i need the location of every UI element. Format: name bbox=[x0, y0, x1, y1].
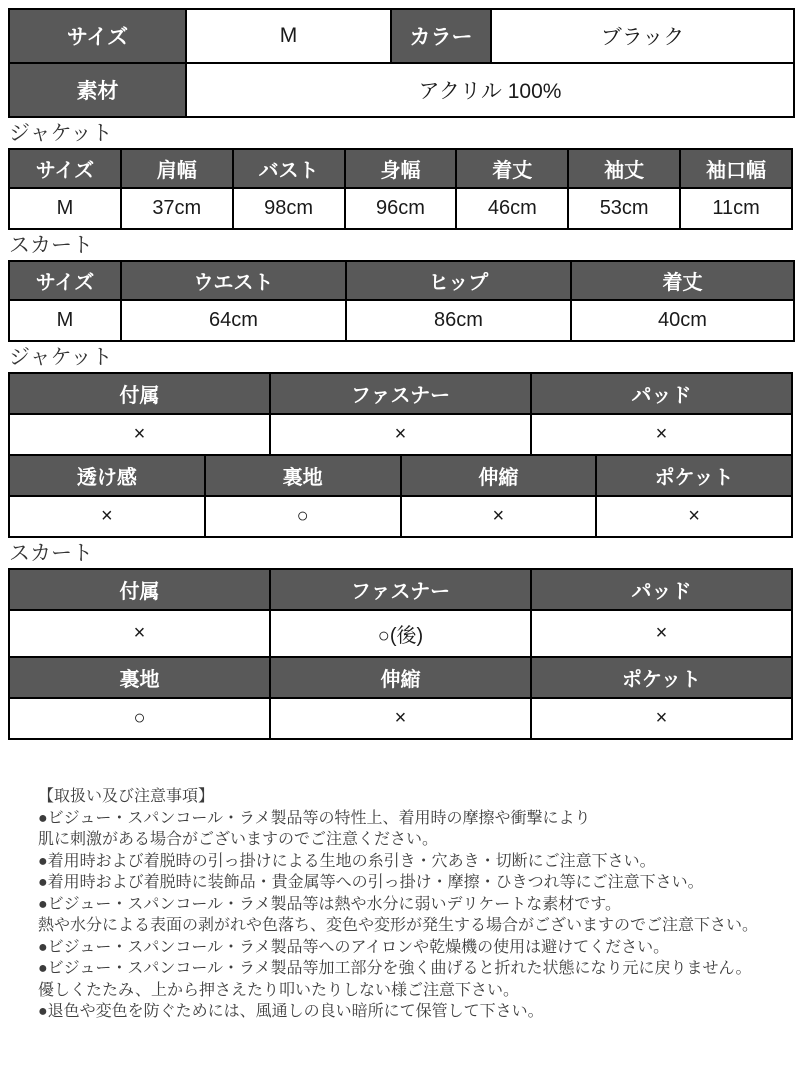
cell-value: M bbox=[9, 188, 121, 229]
skirt-size-section-label: スカート bbox=[9, 234, 93, 258]
jacket-features-table bbox=[8, 372, 793, 538]
column-header: ヒップ bbox=[346, 261, 571, 300]
care-note-line: ●ビジュー・スパンコール・ラメ製品等の特性上、着用時の摩擦や衝撃により bbox=[38, 809, 591, 827]
cell-value: ○ bbox=[205, 496, 401, 537]
cell-value: × bbox=[270, 414, 531, 455]
column-header: 着丈 bbox=[571, 261, 794, 300]
cell-value: 86cm bbox=[346, 300, 571, 341]
cell-value: 40cm bbox=[571, 300, 794, 341]
column-header: パッド bbox=[531, 569, 792, 610]
table-row bbox=[9, 63, 794, 117]
care-note-line: ●退色や変色を防ぐためには、風通しの良い暗所にて保管して下さい。 bbox=[38, 1003, 544, 1021]
table-row bbox=[9, 698, 792, 739]
cell-value: × bbox=[531, 414, 792, 455]
care-note-line: 優しくたたみ、上から押さえたり叩いたりしない様ご注意下さい。 bbox=[38, 981, 519, 999]
column-header: 伸縮 bbox=[270, 657, 531, 698]
column-header: 付属 bbox=[9, 569, 270, 610]
skirt-size-table bbox=[8, 260, 795, 342]
cell-value: × bbox=[531, 610, 792, 657]
column-header: サイズ bbox=[9, 149, 121, 188]
cell-value: 98cm bbox=[233, 188, 345, 229]
care-note-line: ●ビジュー・スパンコール・ラメ製品等加工部分を強く曲げると折れた状態になり元に戻りません。 bbox=[38, 960, 752, 978]
table-row bbox=[9, 496, 792, 537]
size-label: サイズ bbox=[9, 9, 186, 63]
column-header: ポケット bbox=[596, 455, 792, 496]
cell-value: M bbox=[9, 300, 121, 341]
color-value: ブラック bbox=[491, 9, 794, 63]
care-note-line: 肌に刺激がある場合がございますのでご注意ください。 bbox=[38, 831, 439, 849]
skirt-features-section-label: スカート bbox=[9, 542, 93, 566]
table-row bbox=[9, 414, 792, 455]
table-header-row bbox=[9, 455, 792, 496]
column-header: ウエスト bbox=[121, 261, 346, 300]
table-header-row bbox=[9, 149, 792, 188]
cell-value: ○ bbox=[9, 698, 270, 739]
jacket-size-table bbox=[8, 148, 793, 230]
cell-value: × bbox=[9, 610, 270, 657]
cell-value: 11cm bbox=[680, 188, 792, 229]
jacket-features-section-label: ジャケット bbox=[9, 346, 113, 370]
table-header-row bbox=[9, 569, 792, 610]
care-note-line: ●着用時および着脱時の引っ掛けによる生地の糸引き・穴あき・切断にご注意下さい。 bbox=[38, 852, 656, 870]
skirt-features-table bbox=[8, 568, 793, 740]
column-header: 伸縮 bbox=[401, 455, 597, 496]
column-header: 裏地 bbox=[205, 455, 401, 496]
jacket-size-section-label: ジャケット bbox=[9, 122, 113, 145]
care-note-line: 熱や水分による表面の剥がれや色落ち、変色や変形が発生する場合がございますのでご注意下さい。 bbox=[38, 917, 759, 935]
care-note-line: ●ビジュー・スパンコール・ラメ製品等は熱や水分に弱いデリケートな素材です。 bbox=[38, 895, 621, 913]
cell-value: 53cm bbox=[568, 188, 680, 229]
table-row bbox=[9, 188, 792, 229]
column-header: 袖口幅 bbox=[680, 149, 792, 188]
material-label: 素材 bbox=[9, 63, 186, 117]
meta-table bbox=[8, 8, 795, 118]
column-header: ファスナー bbox=[270, 373, 531, 414]
column-header: 袖丈 bbox=[568, 149, 680, 188]
cell-value: 64cm bbox=[121, 300, 346, 341]
column-header: 透け感 bbox=[9, 455, 205, 496]
cell-value: × bbox=[9, 496, 205, 537]
column-header: サイズ bbox=[9, 261, 121, 300]
table-row bbox=[9, 610, 792, 657]
table-header-row bbox=[9, 657, 792, 698]
column-header: 裏地 bbox=[9, 657, 270, 698]
cell-value: × bbox=[9, 414, 270, 455]
table-row bbox=[9, 300, 794, 341]
cell-value: × bbox=[270, 698, 531, 739]
care-notes-title: 【取扱い及び注意事項】 bbox=[38, 788, 215, 806]
table-header-row bbox=[9, 261, 794, 300]
table-header-row bbox=[9, 373, 792, 414]
cell-value: × bbox=[531, 698, 792, 739]
column-header: 身幅 bbox=[345, 149, 457, 188]
column-header: 着丈 bbox=[456, 149, 568, 188]
column-header: 肩幅 bbox=[121, 149, 233, 188]
column-header: 付属 bbox=[9, 373, 270, 414]
cell-value: 37cm bbox=[121, 188, 233, 229]
column-header: パッド bbox=[531, 373, 792, 414]
cell-value: 46cm bbox=[456, 188, 568, 229]
column-header: バスト bbox=[233, 149, 345, 188]
cell-value: 96cm bbox=[345, 188, 457, 229]
size-value: M bbox=[186, 9, 391, 63]
cell-value: × bbox=[596, 496, 792, 537]
material-value: アクリル 100% bbox=[186, 63, 794, 117]
care-note-line: ●着用時および着脱時に装飾品・貴金属等への引っ掛け・摩擦・ひきつれ等にご注意下さい。 bbox=[38, 874, 704, 892]
care-note-line: ●ビジュー・スパンコール・ラメ製品等へのアイロンや乾燥機の使用は避けてください。 bbox=[38, 938, 670, 956]
column-header: ポケット bbox=[531, 657, 792, 698]
cell-value: ○(後) bbox=[270, 610, 531, 657]
column-header: ファスナー bbox=[270, 569, 531, 610]
cell-value: × bbox=[401, 496, 597, 537]
color-label: カラー bbox=[391, 9, 491, 63]
table-row bbox=[9, 9, 794, 63]
care-notes bbox=[8, 786, 793, 1023]
